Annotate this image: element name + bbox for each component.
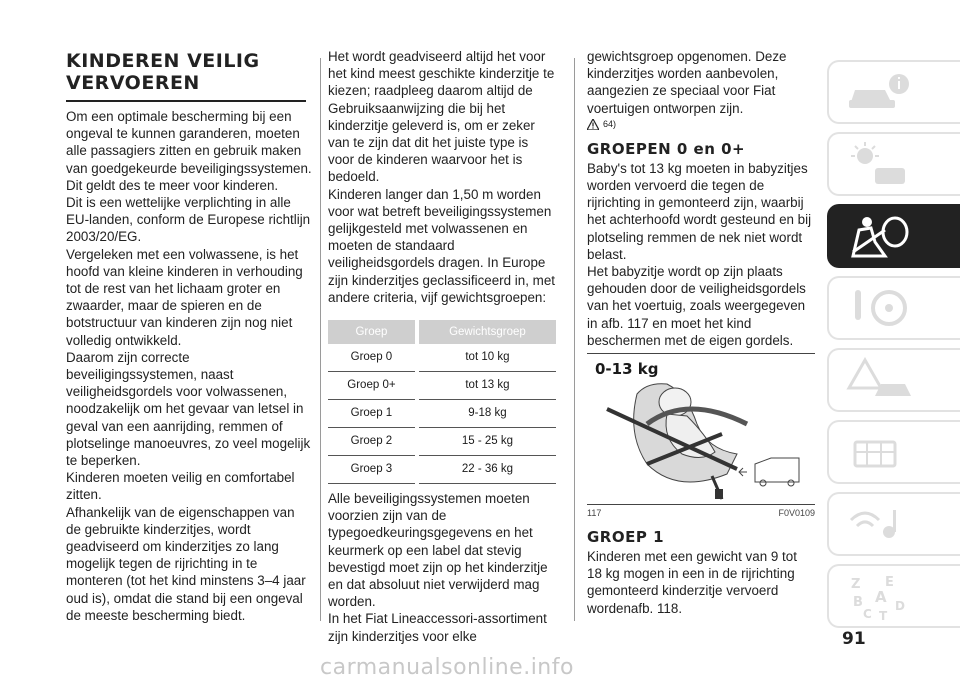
- page-number: 91: [842, 629, 866, 649]
- table-cell: Groep 0+: [328, 372, 417, 400]
- table-cell: Groep 0: [328, 344, 417, 372]
- groep1-paragraph: Kinderen met een gewicht van 9 tot 18 kg mogen in een in de rijrichting gemonteerd kinderzitje vervoerd wordenafb. 118.: [587, 549, 797, 616]
- column-divider: [574, 58, 575, 621]
- col2-intro: Het wordt geadviseerd altijd het voor het kind meest geschikte kinderzitje te kiezen; raadpleeg daarom altijd de Gebruiksaanwijzing die bij het kinderzitje geleverd is, om er zeker van te zijn dat dit het juiste type is voor de kinderen waarvoor het is bedoeld.: [328, 49, 555, 185]
- tab-lights[interactable]: [827, 132, 960, 196]
- index-letter: D: [895, 599, 905, 613]
- table-row: [328, 456, 556, 484]
- col1-paragraph: Afhankelijk van de eigenschappen van de gebruikte kinderzitjes, wordt geadviseerd om kinderzitjes zo lang mogelijk tegen de rijrichting in te monteren (tot het kind minstens 3–4 jaar oud is), omdat die stand bij een ongeval de meeste bescherming biedt.: [66, 504, 306, 623]
- warning-reference: [587, 119, 815, 130]
- tab-multimedia[interactable]: [827, 492, 960, 556]
- tab-maintenance[interactable]: [827, 420, 960, 484]
- warning-ref-text: 64): [603, 119, 617, 130]
- figure-117: [587, 353, 815, 505]
- groep0-title: GROEPEN 0 en 0+: [587, 139, 746, 158]
- col1-paragraph: Om een optimale bescherming bij een ongeval te kunnen garanderen, moeten alle passagiers zitten en gebruik maken van goedgekeurde beveiligingssystemen.: [66, 109, 312, 176]
- col2-paragraph: Alle beveiligingssystemen moeten voorzien zijn van de typegoedkeuringsgegevens en het keurmerk op een label dat stevig bevestigd moet zijn op het kinderzitje en dat absoluut niet verwijderd mag worden.: [328, 491, 548, 610]
- baby-seat-illustration: [587, 354, 815, 504]
- steering-icon: [845, 284, 915, 334]
- col1-paragraph: Vergeleken met een volwassene, is het hoofd van kleine kinderen in verhouding tot de rest van het lichaam groter en zwaarder, maar de spieren en de botstructuur van kinderen zijn nog niet volledig ontwikkeld.: [66, 246, 303, 348]
- column-divider: [320, 58, 321, 621]
- groep0-paragraph: Het babyzitje wordt op zijn plaats gehouden door de veiligheidsgordels van het voertuig, zoals weergegeven in afb. 117 en moet het kind beschermen met de eigen gordels.: [587, 264, 806, 348]
- column-1: [66, 50, 312, 624]
- col1-paragraph: Dit is een wettelijke verplichting in alle EU-landen, conform de Europese richtlijn 2003/20/EG.: [66, 195, 311, 245]
- tab-emergency[interactable]: [827, 348, 960, 412]
- chapter-sidebar: [827, 60, 960, 636]
- table-cell: Groep 3: [328, 456, 417, 484]
- table-cell: 22 - 36 kg: [417, 456, 556, 484]
- table-row: [328, 400, 556, 428]
- warning-car-icon: [845, 356, 915, 406]
- index-icon: [845, 572, 915, 622]
- tab-index[interactable]: [827, 564, 960, 628]
- table-row: [328, 372, 556, 400]
- title-rule: [66, 100, 306, 102]
- airbag-seat-icon: [845, 212, 915, 262]
- col1-paragraph: Daarom zijn correcte beveiligingssystemen, naast veiligheidsgordels voor volwassenen, noodzakelijk om het gevaar van letsel in geval van een aanrijding, remmen of plotselinge manoeuvres, zo veel mogelijk te beperken.: [66, 349, 311, 469]
- table-cell: Groep 1: [328, 400, 417, 428]
- index-letter: E: [885, 575, 894, 590]
- table-cell: tot 10 kg: [417, 344, 556, 372]
- table-cell: 9-18 kg: [417, 400, 556, 428]
- figure-code: F0V0109: [778, 508, 815, 519]
- table-cell: 15 - 25 kg: [417, 428, 556, 456]
- col2-paragraph: Kinderen langer dan 1,50 m worden voor wat betreft beveiligingssystemen gelijkgesteld met volwassenen en moeten de standaard veiligheidsgordels dragen. In Europe zijn kinderzitjes geclassificeerd in, met andere criteria, vijf gewichtsgroepen:: [328, 186, 555, 305]
- table-cell: Groep 2: [328, 428, 417, 456]
- index-letter: B: [853, 595, 863, 610]
- index-letter: T: [879, 609, 888, 622]
- col2-paragraph: In het Fiat Lineaccessori-assortiment zijn kinderzitjes voor elke: [328, 611, 547, 644]
- tab-car-info[interactable]: [827, 60, 960, 124]
- car-info-icon: [845, 68, 915, 118]
- table-row: [328, 428, 556, 456]
- groep0-paragraph: Baby's tot 13 kg moeten in babyzitjes worden vervoerd die tegen de rijrichting in gemonteerd zijn, waarbij het achterhoofd wordt gesteund en bij plotseling remmen de nek niet wordt belast.: [587, 160, 812, 262]
- figure-caption: [587, 508, 815, 518]
- figure-label: 0-13 kg: [595, 360, 659, 379]
- figure-number: 117: [587, 508, 602, 519]
- col3-paragraph: gewichtsgroep opgenomen. Deze kinderzitjes worden aanbevolen, aangezien ze speciaal voor Fiat voertuigen ontworpen zijn.: [587, 49, 787, 116]
- section-title: KINDEREN VEILIG VERVOEREN: [66, 50, 260, 94]
- table-cell: tot 13 kg: [417, 372, 556, 400]
- tab-driving[interactable]: [827, 276, 960, 340]
- col1-paragraph: Kinderen moeten veilig en comfortabel zitten.: [66, 470, 295, 503]
- groep1-title: GROEP 1: [587, 528, 665, 547]
- watermark: carmanualsonline.info: [320, 655, 574, 680]
- tab-safety[interactable]: [827, 204, 960, 268]
- table-header-weight: Gewichtsgroep: [417, 320, 556, 344]
- index-letter: Z: [851, 577, 861, 592]
- col1-paragraph: Dit geldt des te meer voor kinderen.: [66, 177, 279, 193]
- warning-triangle-icon: [587, 119, 599, 130]
- column-3: [587, 48, 815, 617]
- media-icon: [845, 500, 915, 550]
- column-2: [328, 48, 556, 645]
- index-letter: C: [863, 607, 872, 621]
- table-row: [328, 344, 556, 372]
- lights-icon: [845, 140, 915, 190]
- table-header-group: Groep: [328, 320, 417, 344]
- tools-icon: [845, 428, 915, 478]
- weight-group-table: [328, 320, 556, 484]
- index-letter: A: [875, 588, 887, 606]
